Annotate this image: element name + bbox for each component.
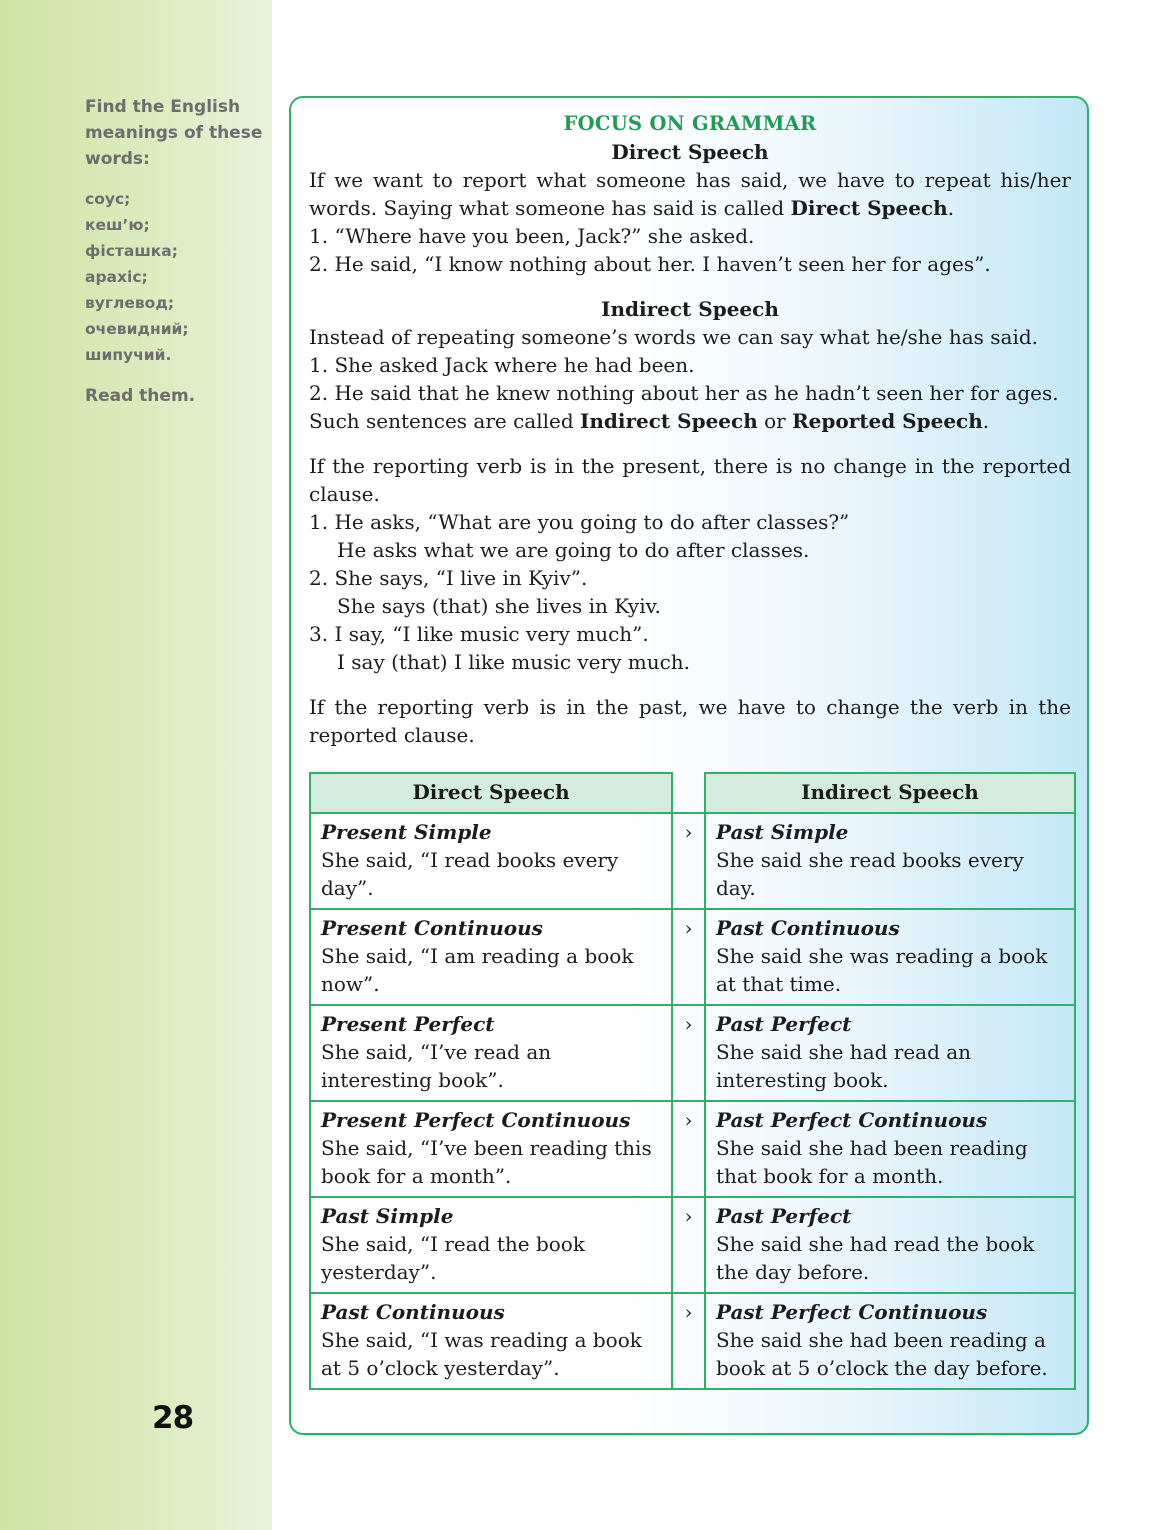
direct-cell (310, 1197, 672, 1293)
word-item: вуглевод; (85, 294, 175, 312)
indirect-cell (705, 1293, 1075, 1389)
term-reported-speech: Reported Speech (792, 409, 983, 433)
tense-name: Past Continuous (321, 1300, 505, 1324)
table-row (310, 1197, 1075, 1293)
direct-example: 2. He said, “I know nothing about her. I haven’t seen her for ages”. (309, 252, 991, 276)
example-text: She said, “I read books every day”. (321, 848, 619, 900)
example-text: She said, “I was reading a book at 5 o’clock yesterday”. (321, 1328, 642, 1380)
word-item: шипучий. (85, 346, 172, 364)
indirect-cell (705, 909, 1075, 1005)
present-example: 1. He asks, “What are you going to do after classes?” (309, 510, 850, 534)
word-item: арахіс; (85, 268, 148, 286)
term-indirect-speech: Indirect Speech (580, 409, 758, 433)
past-rule: If the reporting verb is in the past, we have to change the verb in the reported clause. (309, 695, 1071, 747)
example-text: She said she had been reading a book at 5 o’clock the day before. (715, 1328, 1048, 1380)
table-row (310, 1101, 1075, 1197)
direct-example: 1. “Where have you been, Jack?” she asked. (309, 224, 755, 248)
example-text: She said she read books every day. (715, 848, 1024, 900)
example-text: She said she had been reading that book for a month. (715, 1136, 1028, 1188)
present-example: 2. She says, “I live in Kyiv”. (309, 566, 588, 590)
direct-cell (310, 1005, 672, 1101)
direct-speech-heading: Direct Speech (611, 140, 769, 164)
tense-table (309, 772, 1076, 1390)
example-text: She said she had read the book the day before. (715, 1232, 1035, 1284)
word-item: фісташка; (85, 242, 178, 260)
side-note-title: Find the English meanings of these words: (85, 97, 263, 169)
grammar-content (309, 110, 1071, 749)
word-list (85, 186, 265, 368)
direct-cell (310, 909, 672, 1005)
table-row (310, 1005, 1075, 1101)
direct-cell (310, 1101, 672, 1197)
tense-name: Present Continuous (321, 916, 543, 940)
tense-name: Present Perfect (321, 1012, 495, 1036)
tense-name: Past Perfect (715, 1012, 852, 1036)
table-row (310, 1293, 1075, 1389)
example-text: She said, “I’ve read an interesting book”. (321, 1040, 552, 1092)
direct-speech-intro: If we want to report what someone has said, we have to repeat his/her words. Saying what someone has said is called Direct Speech. (309, 168, 1071, 220)
table-header-row (310, 773, 1075, 813)
tense-name: Present Simple (321, 820, 492, 844)
direct-cell (310, 813, 672, 909)
arrow-icon: › (672, 1005, 705, 1101)
side-note (85, 94, 265, 409)
arrow-icon: › (672, 813, 705, 909)
header-indirect-speech: Indirect Speech (705, 773, 1075, 813)
term-direct-speech: Direct Speech (790, 196, 948, 220)
box-title: FOCUS ON GRAMMAR (563, 112, 817, 135)
grammar-box (289, 96, 1089, 1435)
present-example-reported: She says (that) she lives in Kyiv. (337, 594, 661, 618)
indirect-cell (705, 1101, 1075, 1197)
indirect-cell (705, 1197, 1075, 1293)
table-row (310, 813, 1075, 909)
tense-name: Past Simple (715, 820, 849, 844)
tense-name: Past Perfect Continuous (715, 1108, 988, 1132)
indirect-conclusion: Such sentences are called Indirect Speech or Reported Speech. (309, 409, 990, 433)
tense-name: Past Perfect (715, 1204, 852, 1228)
indirect-speech-intro: Instead of repeating someone’s words we can say what he/she has said. (309, 325, 1039, 349)
present-example: 3. I say, “I like music very much”. (309, 622, 649, 646)
direct-cell (310, 1293, 672, 1389)
header-direct-speech: Direct Speech (310, 773, 672, 813)
indirect-cell (705, 1005, 1075, 1101)
side-note-instruction: Read them. (85, 386, 196, 406)
arrow-icon: › (672, 1197, 705, 1293)
indirect-example: 1. She asked Jack where he had been. (309, 353, 695, 377)
word-item: кеш’ю; (85, 216, 150, 234)
indirect-speech-heading: Indirect Speech (601, 297, 779, 321)
present-example-reported: He asks what we are going to do after classes. (337, 538, 810, 562)
indirect-cell (705, 813, 1075, 909)
word-item: очевидний; (85, 320, 189, 338)
tense-name: Present Perfect Continuous (321, 1108, 631, 1132)
word-item: соус; (85, 190, 131, 208)
table-row (310, 909, 1075, 1005)
present-rule: If the reporting verb is in the present, there is no change in the reported clause. (309, 454, 1071, 506)
example-text: She said she was reading a book at that time. (715, 944, 1048, 996)
example-text: She said, “I’ve been reading this book for a month”. (321, 1136, 652, 1188)
tense-name: Past Simple (321, 1204, 454, 1228)
example-text: She said, “I am reading a book now”. (321, 944, 634, 996)
present-example-reported: I say (that) I like music very much. (337, 650, 691, 674)
indirect-example: 2. He said that he knew nothing about her as he hadn’t seen her for ages. (309, 381, 1059, 405)
tense-name: Past Perfect Continuous (715, 1300, 988, 1324)
example-text: She said, “I read the book yesterday”. (321, 1232, 585, 1284)
page-number: 28 (152, 1400, 194, 1436)
arrow-icon: › (672, 909, 705, 1005)
example-text: She said she had read an interesting book. (715, 1040, 972, 1092)
arrow-icon: › (672, 1101, 705, 1197)
arrow-icon: › (672, 1293, 705, 1389)
tense-name: Past Continuous (715, 916, 900, 940)
